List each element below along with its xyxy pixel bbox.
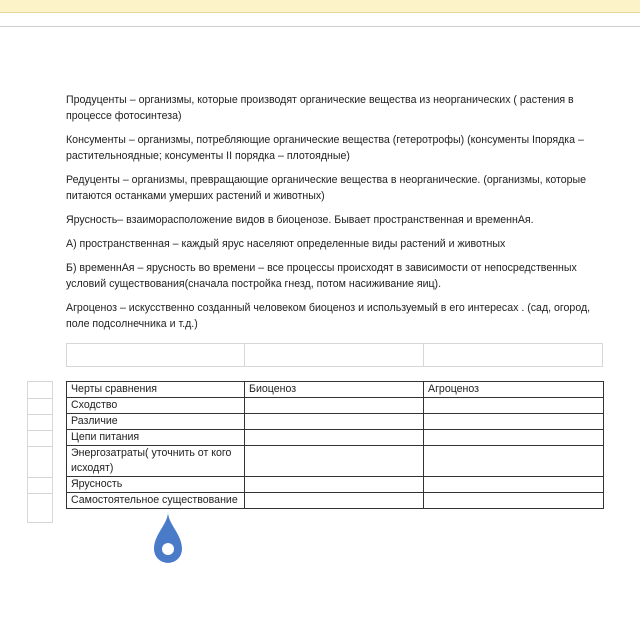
table-cell[interactable]: Ярусность [67, 477, 245, 493]
ghost-col-divider [244, 344, 245, 366]
table-cell[interactable] [245, 446, 424, 477]
notification-bar [0, 0, 640, 13]
row-gridline-ghost [27, 381, 53, 523]
table-row [67, 477, 604, 493]
table-row [67, 493, 604, 509]
table-cell[interactable] [424, 398, 604, 414]
table-row [67, 398, 604, 414]
paragraph-spatial: А) пространственная – каждый ярус населяют определенные виды растений и животных [66, 238, 506, 250]
table-header-cell[interactable]: Черты сравнения [67, 382, 245, 398]
ghost-row [28, 382, 52, 399]
table-cell[interactable]: Различие [67, 414, 245, 430]
table-cell[interactable] [424, 414, 604, 430]
table-header-cell[interactable]: Агроценоз [424, 382, 604, 398]
table-cell[interactable] [424, 493, 604, 509]
page-edge [0, 26, 640, 27]
ghost-row [28, 431, 52, 447]
table-cell[interactable]: Сходство [67, 398, 245, 414]
paragraph-temporal: Б) временнАя – ярусность во времени – все процессы происходят в зависимости от непосредственных условий существования(сначала постройка гнезд, потом насиживание яиц). [66, 262, 577, 290]
table-cell[interactable] [245, 430, 424, 446]
table-row [67, 446, 604, 477]
table-gridline-ghost [66, 343, 603, 367]
table-cell[interactable] [245, 398, 424, 414]
table-cell[interactable] [424, 446, 604, 477]
handle-dot [162, 543, 174, 555]
ghost-row [28, 399, 52, 415]
table-cell[interactable]: Энергозатраты( уточнить от кого исходят) [67, 446, 245, 477]
paragraph-decomposers: Редуценты – организмы, превращающие органические вещества в неорганические. (организмы, которые питаются останками умерших растений и животных) [66, 174, 586, 202]
table-cell[interactable]: Самостоятельное существование [67, 493, 245, 509]
table-header-row [67, 382, 604, 398]
table-cell[interactable] [424, 430, 604, 446]
paragraph-layering: Ярусность– взаиморасположение видов в биоценозе. Бывает пространственная и временнАя. [66, 214, 534, 226]
ghost-row [28, 415, 52, 431]
paragraph-agrocenosis: Агроценоз – искусственно созданный человеком биоценоз и используемый в его интересах . (сад, огород, поле подсолнечника и т.д.) [66, 302, 591, 330]
table-row [67, 430, 604, 446]
comparison-table[interactable] [66, 381, 604, 509]
table-header-cell[interactable]: Биоценоз [245, 382, 424, 398]
table-cell[interactable] [245, 414, 424, 430]
document-body[interactable] [66, 92, 606, 340]
ghost-row [28, 494, 52, 522]
ghost-row [28, 447, 52, 478]
paragraph-producers: Продуценты – организмы, которые производят органические вещества из неорганических ( растения в процессе фотосинтеза) [66, 94, 574, 122]
table-cell[interactable] [245, 477, 424, 493]
table-cell[interactable]: Цепи питания [67, 430, 245, 446]
ghost-col-divider [423, 344, 424, 366]
handle-body [154, 512, 182, 563]
paragraph-consumers: Консументы – организмы, потребляющие органические вещества (гетеротрофы) (консументы Iпорядка – растительноядные; консументы II порядка – плотоядные) [66, 134, 584, 162]
table-row [67, 414, 604, 430]
text-selection-handle-icon[interactable] [152, 512, 184, 566]
ghost-row [28, 478, 52, 494]
table-cell[interactable] [245, 493, 424, 509]
table-cell[interactable] [424, 477, 604, 493]
